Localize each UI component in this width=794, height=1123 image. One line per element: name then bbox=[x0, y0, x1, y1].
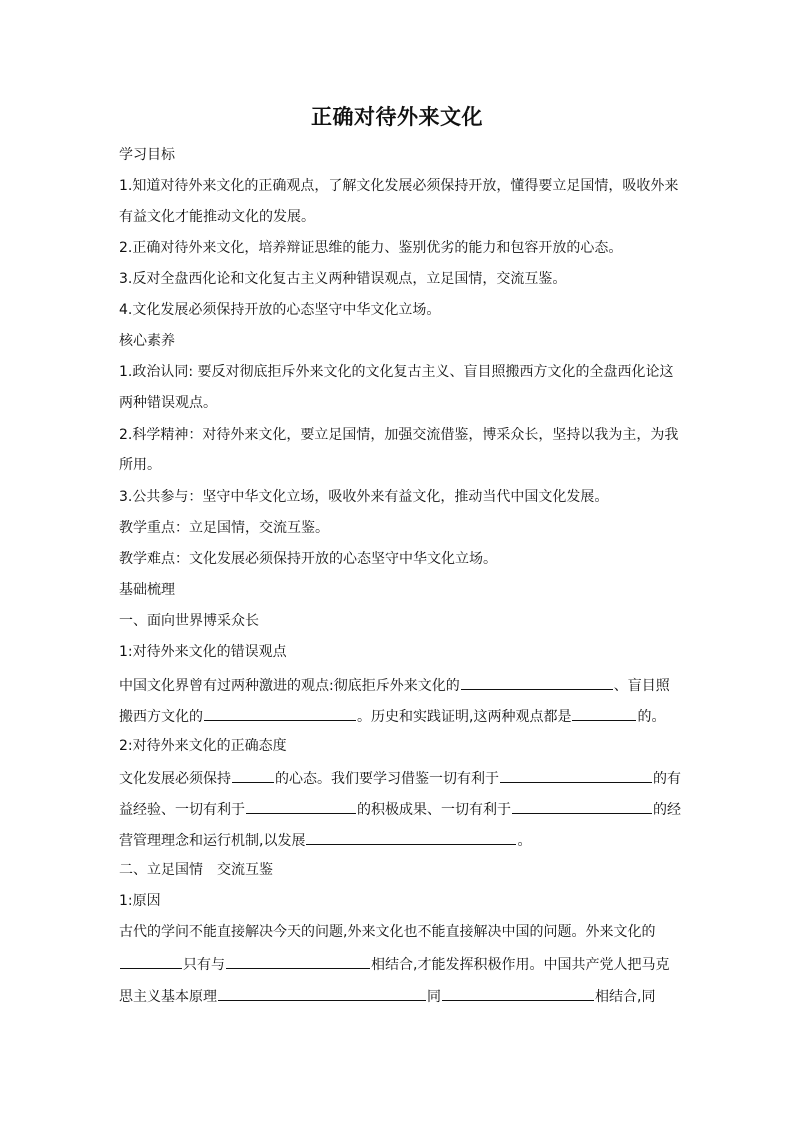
text-line bbox=[119, 798, 679, 820]
text-line bbox=[119, 580, 679, 600]
text-segment: 3.公共参与：坚守中华文化立场，吸收外来有益文化，推动当代中国文化发展。 bbox=[119, 489, 609, 505]
text-segment: 一、面向世界博采众长 bbox=[119, 613, 259, 629]
text-segment: 的心态。我们要学习借鉴一切有利于 bbox=[275, 771, 499, 787]
text-segment: 1:原因 bbox=[119, 893, 161, 909]
text-line bbox=[119, 455, 679, 475]
text-line bbox=[119, 393, 679, 413]
text-line bbox=[119, 238, 679, 258]
fill-in-blank[interactable] bbox=[120, 953, 182, 969]
text-line bbox=[119, 674, 679, 696]
text-segment: 1:对待外来文化的错误观点 bbox=[119, 644, 287, 660]
text-segment: 2:对待外来文化的正确态度 bbox=[119, 738, 287, 754]
fill-in-blank[interactable] bbox=[306, 829, 516, 845]
text-segment: 搬西方文化的 bbox=[119, 709, 203, 725]
text-segment: 学习目标 bbox=[119, 147, 175, 163]
text-segment: 核心素养 bbox=[119, 333, 175, 349]
text-line bbox=[119, 611, 679, 631]
text-segment: 的积极成果、一切有利于 bbox=[357, 802, 511, 818]
fill-in-blank[interactable] bbox=[461, 674, 613, 690]
text-line bbox=[119, 487, 679, 507]
text-line bbox=[119, 176, 679, 196]
text-segment: 3.反对全盘西化论和文化复古主义两种错误观点，立足国情，交流互鉴。 bbox=[119, 271, 567, 287]
text-segment: 教学难点：文化发展必须保持开放的心态坚守中华文化立场。 bbox=[119, 551, 497, 567]
fill-in-blank[interactable] bbox=[226, 953, 370, 969]
text-segment: 。历史和实践证明,这两种观点都是 bbox=[357, 709, 572, 725]
fill-in-blank[interactable] bbox=[218, 985, 426, 1001]
text-line bbox=[119, 736, 679, 756]
fill-in-blank[interactable] bbox=[442, 985, 594, 1001]
text-segment: 1.政治认同: 要反对彻底拒斥外来文化的文化复古主义、盲目照搬西方文化的全盘西化论这 bbox=[119, 364, 674, 380]
text-segment: 的经 bbox=[653, 802, 681, 818]
text-segment: 的。 bbox=[637, 709, 666, 725]
text-segment: 营管理理念和运行机制,以发展 bbox=[119, 833, 306, 849]
text-line bbox=[119, 425, 679, 445]
text-line bbox=[119, 860, 679, 880]
text-segment: 二、立足国情 交流互鉴 bbox=[119, 862, 273, 878]
text-line bbox=[119, 549, 679, 569]
text-segment: 的有 bbox=[653, 771, 681, 787]
text-line bbox=[119, 953, 679, 975]
text-segment: 有益文化才能推动文化的发展。 bbox=[119, 209, 315, 225]
fill-in-blank[interactable] bbox=[204, 705, 356, 721]
text-segment: 同 bbox=[427, 989, 441, 1005]
text-segment: 相结合,才能发挥积极作用。中国共产党人把马克 bbox=[371, 957, 670, 973]
text-line bbox=[119, 891, 679, 911]
fill-in-blank[interactable] bbox=[246, 798, 356, 814]
text-segment: 4.文化发展必须保持开放的心态坚守中华文化立场。 bbox=[119, 302, 441, 318]
text-segment: 。 bbox=[517, 833, 532, 849]
text-segment: 古代的学问不能直接解决今天的问题,外来文化也不能直接解决中国的问题。外来文化的 bbox=[119, 924, 656, 940]
text-line bbox=[119, 829, 679, 851]
text-segment: 1.知道对待外来文化的正确观点，了解文化发展必须保持开放，懂得要立足国情，吸收外来 bbox=[119, 178, 679, 194]
fill-in-blank[interactable] bbox=[512, 798, 652, 814]
text-segment: 文化发展必须保持 bbox=[119, 771, 231, 787]
fill-in-blank[interactable] bbox=[572, 705, 636, 721]
text-line bbox=[119, 207, 679, 227]
text-line bbox=[119, 331, 679, 351]
text-segment: 中国文化界曾有过两种激进的观点:彻底拒斥外来文化的 bbox=[119, 678, 460, 694]
text-segment: 教学重点：立足国情，交流互鉴。 bbox=[119, 520, 329, 536]
text-segment: 所用。 bbox=[119, 457, 161, 473]
text-line bbox=[119, 922, 679, 942]
text-line bbox=[119, 518, 679, 538]
text-segment: 、盲目照 bbox=[613, 678, 670, 694]
text-line bbox=[119, 985, 679, 1007]
text-line bbox=[119, 300, 679, 320]
text-line bbox=[119, 642, 679, 662]
text-segment: 思主义基本原理 bbox=[119, 989, 217, 1005]
text-line bbox=[119, 269, 679, 289]
text-segment: 相结合,同 bbox=[595, 989, 656, 1005]
text-segment: 益经验、一切有利于 bbox=[119, 802, 245, 818]
text-segment: 基础梳理 bbox=[119, 582, 175, 598]
text-segment: 只有与 bbox=[183, 957, 225, 973]
fill-in-blank[interactable] bbox=[500, 767, 652, 783]
text-segment: 2.正确对待外来文化，培养辩证思维的能力、鉴别优劣的能力和包容开放的心态。 bbox=[119, 240, 623, 256]
text-line bbox=[119, 705, 679, 727]
text-line bbox=[119, 767, 679, 789]
fill-in-blank[interactable] bbox=[232, 767, 274, 783]
text-line bbox=[119, 362, 679, 382]
text-segment: 两种错误观点。 bbox=[119, 395, 217, 411]
text-line bbox=[119, 145, 679, 165]
text-segment: 2.科学精神：对待外来文化，要立足国情，加强交流借鉴，博采众长，坚持以我为主，为我 bbox=[119, 427, 679, 443]
document-title: 正确对待外来文化 bbox=[311, 105, 483, 129]
